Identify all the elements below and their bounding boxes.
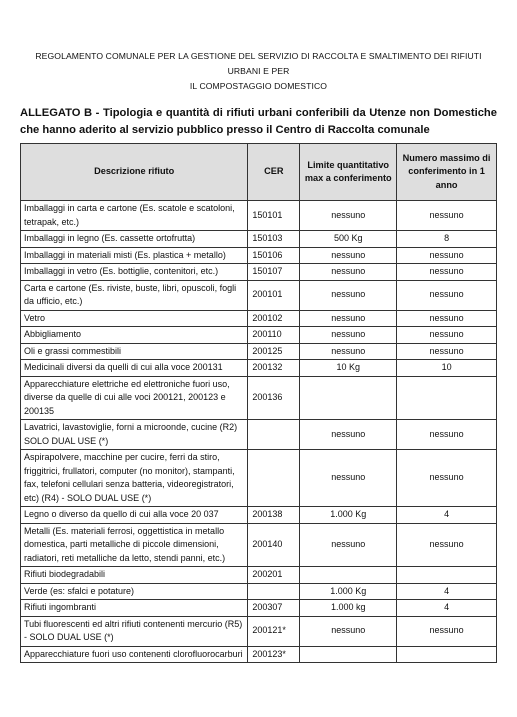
cell-cer [248, 450, 300, 507]
cell-cer: 200140 [248, 523, 300, 567]
cell-max-per-year: nessuno [397, 280, 497, 310]
cell-cer: 200136 [248, 376, 300, 420]
cell-cer: 200125 [248, 343, 300, 360]
cell-max-per-year: 10 [397, 360, 497, 377]
cell-limit: nessuno [300, 264, 397, 281]
table-row [21, 450, 497, 507]
cell-description: Aspirapolvere, macchine per cucire, ferri da stiro, friggitrici, frullatori, computer (no monitor), stampanti, fax, telefoni cellulari senza batteria, videoregistratori, etc) (R4) - SOLO DUAL USE (*) [21, 450, 248, 507]
table-row [21, 616, 497, 646]
table-header-row [21, 144, 497, 201]
cell-cer: 200123* [248, 646, 300, 663]
cell-limit: 1.000 Kg [300, 583, 397, 600]
table-row [21, 201, 497, 231]
cell-limit: 10 Kg [300, 360, 397, 377]
cell-description: Apparecchiature fuori uso contenenti clorofluorocarburi [21, 646, 248, 663]
cell-description: Legno o diverso da quello di cui alla voce 20 037 [21, 507, 248, 524]
cell-cer: 150107 [248, 264, 300, 281]
cell-description: Rifiuti biodegradabili [21, 567, 248, 584]
cell-limit: nessuno [300, 327, 397, 344]
table-row [21, 231, 497, 248]
cell-max-per-year: 4 [397, 583, 497, 600]
table-row [21, 310, 497, 327]
table-row [21, 646, 497, 663]
waste-table [20, 143, 497, 663]
col-header-max-per-year: Numero massimo di conferimento in 1 anno [397, 144, 497, 201]
cell-max-per-year: nessuno [397, 264, 497, 281]
cell-limit: nessuno [300, 280, 397, 310]
cell-cer: 200121* [248, 616, 300, 646]
cell-cer: 150106 [248, 247, 300, 264]
cell-description: Carta e cartone (Es. riviste, buste, libri, opuscoli, fogli da ufficio, etc.) [21, 280, 248, 310]
cell-limit: 500 Kg [300, 231, 397, 248]
cell-cer [248, 420, 300, 450]
annex-title: ALLEGATO B - Tipologia e quantità di rifiuti urbani conferibili da Utenze non Domestiche che hanno aderito al servizio pubblico presso il Centro di Raccolta comunale [20, 107, 497, 136]
cell-limit: nessuno [300, 450, 397, 507]
cell-limit [300, 646, 397, 663]
cell-limit: nessuno [300, 523, 397, 567]
table-row [21, 523, 497, 567]
table-row [21, 507, 497, 524]
cell-cer: 200101 [248, 280, 300, 310]
cell-max-per-year [397, 567, 497, 584]
table-row [21, 327, 497, 344]
cell-limit [300, 376, 397, 420]
cell-description: Rifiuti ingombranti [21, 600, 248, 617]
cell-max-per-year: 4 [397, 507, 497, 524]
document-header [20, 49, 497, 94]
cell-description: Medicinali diversi da quelli di cui alla voce 200131 [21, 360, 248, 377]
cell-description: Vetro [21, 310, 248, 327]
cell-cer: 150101 [248, 201, 300, 231]
table-row [21, 420, 497, 450]
cell-max-per-year: nessuno [397, 420, 497, 450]
cell-limit [300, 567, 397, 584]
cell-max-per-year: nessuno [397, 616, 497, 646]
cell-max-per-year: nessuno [397, 201, 497, 231]
table-row [21, 264, 497, 281]
cell-max-per-year: 4 [397, 600, 497, 617]
cell-cer: 200138 [248, 507, 300, 524]
cell-description: Abbigliamento [21, 327, 248, 344]
table-row [21, 583, 497, 600]
cell-max-per-year: nessuno [397, 523, 497, 567]
cell-limit: nessuno [300, 616, 397, 646]
cell-limit: nessuno [300, 420, 397, 450]
cell-description: Lavatrici, lavastoviglie, forni a microonde, cucine (R2) SOLO DUAL USE (*) [21, 420, 248, 450]
header-line-2: IL COMPOSTAGGIO DOMESTICO [189, 81, 328, 91]
cell-description: Imballaggi in legno (Es. cassette ortofrutta) [21, 231, 248, 248]
header-line-1: REGOLAMENTO COMUNALE PER LA GESTIONE DEL SERVIZIO DI RACCOLTA E SMALTIMENTO DEI RIFIUTI URBANI E PER [35, 51, 482, 76]
table-row [21, 280, 497, 310]
table-row [21, 343, 497, 360]
cell-description: Imballaggi in carta e cartone (Es. scatole e scatoloni, tetrapak, etc.) [21, 201, 248, 231]
cell-max-per-year: nessuno [397, 327, 497, 344]
cell-limit: 1.000 kg [300, 600, 397, 617]
cell-cer [248, 583, 300, 600]
table-body [21, 201, 497, 663]
cell-max-per-year: nessuno [397, 310, 497, 327]
cell-limit: 1.000 Kg [300, 507, 397, 524]
cell-cer: 200102 [248, 310, 300, 327]
table-row [21, 247, 497, 264]
cell-cer: 200201 [248, 567, 300, 584]
cell-description: Metalli (Es. materiali ferrosi, oggettistica in metallo domestica, parti metalliche di piccole dimensioni, radiatori, reti metalliche da letto, stendi panni, etc.) [21, 523, 248, 567]
cell-max-per-year [397, 646, 497, 663]
col-header-limit: Limite quantitativo max a conferimento [300, 144, 397, 201]
table-row [21, 376, 497, 420]
cell-limit: nessuno [300, 343, 397, 360]
cell-cer: 200132 [248, 360, 300, 377]
cell-cer: 150103 [248, 231, 300, 248]
cell-max-per-year [397, 376, 497, 420]
cell-max-per-year: nessuno [397, 343, 497, 360]
table-row [21, 360, 497, 377]
cell-description: Imballaggi in materiali misti (Es. plastica + metallo) [21, 247, 248, 264]
cell-description: Tubi fluorescenti ed altri rifiuti contenenti mercurio (R5) - SOLO DUAL USE (*) [21, 616, 248, 646]
cell-max-per-year: nessuno [397, 247, 497, 264]
col-header-description: Descrizione rifiuto [21, 144, 248, 201]
cell-limit: nessuno [300, 310, 397, 327]
cell-limit: nessuno [300, 201, 397, 231]
cell-max-per-year: 8 [397, 231, 497, 248]
table-row [21, 600, 497, 617]
cell-max-per-year: nessuno [397, 450, 497, 507]
cell-cer: 200307 [248, 600, 300, 617]
cell-limit: nessuno [300, 247, 397, 264]
cell-description: Oli e grassi commestibili [21, 343, 248, 360]
cell-description: Verde (es: sfalci e potature) [21, 583, 248, 600]
col-header-cer: CER [248, 144, 300, 201]
table-row [21, 567, 497, 584]
cell-description: Imballaggi in vetro (Es. bottiglie, contenitori, etc.) [21, 264, 248, 281]
cell-description: Apparecchiature elettriche ed elettroniche fuori uso, diverse da quelle di cui alle voci 200121, 200123 e 200135 [21, 376, 248, 420]
cell-cer: 200110 [248, 327, 300, 344]
